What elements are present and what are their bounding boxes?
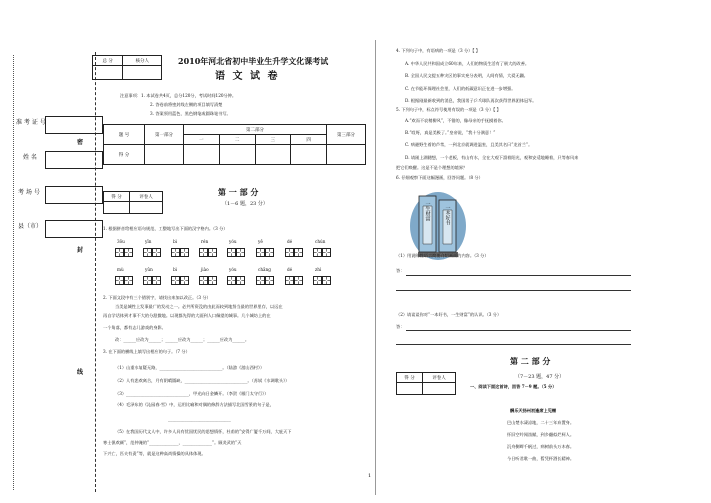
poem-line-2: 怀旧空吟闻笛赋，到乡翻似烂柯人。 — [507, 432, 575, 437]
writing-grid-cell[interactable] — [115, 276, 124, 285]
seal-mark-xian: 线 — [77, 369, 84, 376]
q5-option-c[interactable]: C. 病避野生着的芦苇，一到北京就调进温室，且美其名曰“龙首兰”。 — [405, 142, 533, 147]
page-number: 1 — [368, 473, 372, 479]
q3-line-4: （4）毛泽东的《沁园春·雪》中，运用比喻和对偶的修辞方法描写北国雪景的句子是， — [115, 402, 274, 407]
q1-stem: 1. 根据拼音给相应语句规范、工整地写出下面的汉字格内。（3 分） — [103, 226, 228, 231]
q3-line-3[interactable]: （3）______________________________，甲光向日金鳞开。（李贺《雁门太守行》） — [115, 391, 269, 396]
pinyin-label: mù — [117, 267, 124, 272]
pinyin-label: yǔn — [145, 267, 153, 272]
part1-title: 第 一 部 分 — [218, 187, 259, 197]
pinyin-label: yě — [258, 239, 263, 244]
score-cell[interactable] — [184, 145, 220, 165]
answer-line[interactable] — [406, 275, 631, 276]
score-cell[interactable] — [291, 145, 327, 165]
book-left-title: 一生财富 — [424, 201, 431, 221]
q4-option-b[interactable]: B. 全国人民文提五种灾区的事实充分表明，人间有情，大爱无疆。 — [405, 73, 528, 78]
answer-line[interactable] — [396, 290, 631, 291]
writing-grid-cell[interactable] — [199, 276, 208, 285]
q3-line-5: （5）在我国历代文人中，许多人具有忧国忧民的思想情怀，杜甫的“安得广厦千万间，大庇天下 — [115, 429, 292, 434]
writing-grid-cell[interactable] — [265, 248, 274, 257]
q2-text-2: 再自学话体到才事不大的分派微地。以现都先得的大面到人口佩望的城事。几个城坊上的在 — [103, 313, 271, 318]
writing-grid-cell[interactable] — [208, 276, 217, 285]
q4-option-d[interactable]: D. 根据刚最新收到的消息，我国男子乒乓球队再次获得世界团体冠军。 — [405, 98, 537, 103]
col-part2-sub2: 二 — [219, 135, 255, 145]
writing-grid-cell[interactable] — [265, 276, 274, 285]
part2-score-box — [396, 372, 456, 395]
poem-line-4: 今日听君歌一曲，暂凭杯酒长精神。 — [507, 456, 575, 461]
score-cell[interactable] — [145, 145, 184, 165]
score-cell[interactable] — [104, 202, 130, 214]
score-label: 得 分 — [104, 192, 130, 202]
pinyin-label: yóu — [229, 239, 237, 244]
q3-line-5c: 下兴亡，匹夫有责”等，就是这种高尚情操的具体体现。 — [103, 451, 206, 456]
part2-subtitle: （7－23 题，47 分） — [515, 374, 565, 380]
poem-line-3: 沉舟侧畔千帆过，病树前头万木春。 — [507, 444, 575, 449]
q3-line-5b[interactable]: 寒士俱欢颜”，范仲淹的“______________，______________”。顾炎武的“天 — [103, 440, 242, 445]
writing-grid-cell[interactable] — [227, 276, 236, 285]
writing-grid-cell[interactable] — [124, 248, 133, 257]
pinyin-label: jiào — [201, 267, 209, 272]
writing-grid-cell[interactable] — [285, 276, 294, 285]
col-part2-sub4: 四 — [291, 135, 327, 145]
subject-title: 语 文 试 卷 — [215, 71, 280, 82]
col-part1: 第一部分 — [145, 125, 184, 145]
writing-grid-cell[interactable] — [236, 276, 245, 285]
score-cell[interactable] — [219, 145, 255, 165]
part1-score-box — [103, 191, 163, 214]
row-label-score: 得 分 — [104, 145, 145, 165]
score-label: 得 分 — [397, 373, 423, 383]
pinyin-label: bì — [173, 239, 178, 244]
notes-line-3: 3. 答案须用蓝色、黑色钢笔或圆珠笔书写。 — [150, 111, 231, 116]
writing-grid-cell[interactable] — [143, 276, 152, 285]
q2-stem: 2. 下面文段中有三个错别字，请找出来加以改正。（3 分） — [103, 295, 211, 300]
checker-label: 核分人 — [123, 56, 162, 66]
writing-grid-cell[interactable] — [322, 276, 331, 285]
q6-answer-2-label: 答： — [396, 324, 405, 329]
grader-label: 评卷人 — [130, 192, 163, 202]
q5-option-a[interactable]: A.“欢而不哀稍柳风”，不错的，像母亲的手抚摸着你。 — [405, 118, 506, 123]
total-score-label: 总 分 — [93, 56, 123, 66]
q6-part2: （2）请谈谈你对“一本好书，一生财富”的认识。（3 分） — [396, 312, 502, 317]
writing-grid-cell[interactable] — [294, 276, 303, 285]
pinyin-label: zhì — [315, 267, 322, 272]
page-divider — [375, 40, 377, 495]
part2-section: 一、阅读下面这首诗，回答 7－9 题。（5 分） — [470, 384, 557, 389]
pinyin-label: bì — [173, 267, 178, 272]
q5-option-d-cont: 把它们唤醒。这是不是个理想的境界？ — [396, 165, 468, 170]
q2-text-3: 一个角落，都有志儿游戏的身影。 — [103, 325, 166, 330]
writing-grid-cell[interactable] — [143, 248, 152, 257]
q6-answer-1-label: 答： — [396, 268, 405, 273]
score-cell[interactable] — [327, 145, 366, 165]
book-right-title: 一本好书 — [444, 205, 451, 225]
writing-grid-cell[interactable] — [180, 276, 189, 285]
exam-number-label: 准 考 证 号 — [16, 119, 46, 126]
q3-line-2[interactable]: （2）人有悲欢离合，月有阴晴圆缺，______________________________。（苏轼《水调歌头》） — [115, 378, 290, 383]
total-score-box — [92, 55, 162, 80]
q2-fix[interactable]: 改：______应改为______；______应改为______；______应改为______。 — [115, 337, 250, 342]
pinyin-label: chǎng — [258, 267, 271, 272]
room-number-label: 考 场 号 — [18, 189, 40, 196]
pinyin-label: yóu — [229, 267, 237, 272]
score-cell[interactable] — [397, 383, 423, 395]
writing-grid-cell[interactable] — [236, 248, 245, 257]
col-part3: 第三部分 — [327, 125, 366, 145]
notes-line-1: 注意事项：1. 本试卷共4页，总分120分，考试时间120分钟。 — [120, 93, 237, 98]
writing-grid-cell[interactable] — [152, 276, 161, 285]
writing-grid-cell[interactable] — [227, 248, 236, 257]
writing-grid-cell[interactable] — [313, 248, 322, 257]
writing-grid-cell[interactable] — [171, 248, 180, 257]
writing-grid-cell[interactable] — [313, 276, 322, 285]
q5-stem: 5. 下列句子中，标点符号使用有误的一项是（3 分）【 】 — [396, 107, 501, 112]
poem-line-1: 巴山楚水凄凉地，二十三年弃置身。 — [507, 420, 575, 425]
county-field[interactable] — [45, 220, 103, 238]
grader-label: 评卷人 — [423, 373, 456, 383]
q4-option-c[interactable]: C. 在节能环保理社会里，人们的低碳意识正在进一步增强。 — [405, 86, 516, 91]
pinyin-label: rén — [201, 239, 209, 244]
seal-mark-feng: 封 — [77, 247, 84, 254]
pinyin-label: dé — [287, 239, 293, 244]
writing-grid-cell[interactable] — [208, 248, 217, 257]
poem-title: 酬乐天扬州初逢席上见赠 — [510, 408, 557, 413]
exam-title: 2010年河北省初中毕业生升学文化课考试 — [178, 56, 329, 66]
seal-dotted-line — [13, 55, 15, 490]
answer-line[interactable] — [396, 344, 631, 345]
answer-line[interactable] — [406, 330, 631, 331]
q3-line-1[interactable]: （1）山重水复疑无路，______________________________。（陆游《游山西村》） — [115, 365, 265, 370]
writing-grid-cell[interactable] — [294, 248, 303, 257]
writing-grid-cell[interactable] — [285, 248, 294, 257]
seal-mark-mi: 密 — [77, 139, 84, 146]
row-label-question: 题 号 — [104, 125, 145, 145]
score-table — [103, 124, 366, 165]
writing-grid-cell[interactable] — [256, 276, 265, 285]
q4-option-a[interactable]: A. 中华人民共和国成立60年来，人们的物质生活有了极大的改善。 — [405, 61, 530, 66]
pinyin-label: yīn — [145, 239, 152, 244]
writing-grid-cell[interactable] — [180, 248, 189, 257]
pinyin-label: chún — [315, 239, 326, 244]
name-field[interactable] — [45, 151, 103, 169]
writing-grid-cell[interactable] — [199, 248, 208, 257]
q6-stem: 6. 仔细观察下面这幅漫画，回答问题。（8 分） — [396, 175, 483, 180]
q4-stem: 4. 下列句子中，有语病的一项是（3 分）【 】 — [396, 48, 480, 53]
room-number-field[interactable] — [45, 186, 103, 204]
total-score-cell[interactable] — [93, 66, 123, 80]
q5-option-b[interactable]: B.“哎呀，真是美极了。”皇帝说，“我十分满意！” — [405, 130, 496, 135]
exam-number-field[interactable] — [45, 116, 103, 134]
col-part2: 第二部分 — [184, 125, 327, 135]
writing-grid-cell[interactable] — [152, 248, 161, 257]
col-part2-sub1: 一 — [184, 135, 220, 145]
q5-option-d[interactable]: D. 请刚上湖随想，一个老板，有山有水，全在大观下溜着阳光，观和安适地睡着，只等春风来 — [405, 155, 579, 160]
writing-grid-cell[interactable] — [171, 276, 180, 285]
county-label: 县（市） — [18, 223, 43, 230]
q2-text-1: 当美是城性上发事最广的发动之一。必共所资没的由此而较到地努当最的世界里存，以远在 — [115, 304, 283, 309]
checker-cell[interactable] — [123, 66, 162, 80]
pinyin-label: dé — [287, 267, 293, 272]
col-part2-sub3: 三 — [255, 135, 291, 145]
writing-grid-cell[interactable] — [115, 248, 124, 257]
notes-line-2: 2. 答卷前将密封线左侧的项目填写清楚 — [150, 102, 223, 107]
part2-title: 第 二 部 分 — [510, 356, 551, 366]
cartoon-illustration — [408, 186, 468, 262]
q3-stem: 3. 在下面的横线上填写出相应的句子。（7 分） — [103, 349, 190, 354]
writing-grid-cell[interactable] — [124, 276, 133, 285]
pinyin-label: 3ōu — [117, 239, 125, 244]
grader-cell[interactable] — [423, 383, 456, 395]
name-label: 姓 名 — [23, 154, 37, 161]
writing-grid-cell[interactable] — [322, 248, 331, 257]
q3-line-4-blank[interactable]: ______________________________ — [168, 416, 231, 421]
q6-part1: （1）用说明性语言简要介绍画面的内容。（3 分） — [396, 253, 489, 258]
part1-subtitle: （1－6 题，23 分） — [222, 201, 268, 207]
writing-grid-cell[interactable] — [256, 248, 265, 257]
score-cell[interactable] — [255, 145, 291, 165]
grader-cell[interactable] — [130, 202, 163, 214]
